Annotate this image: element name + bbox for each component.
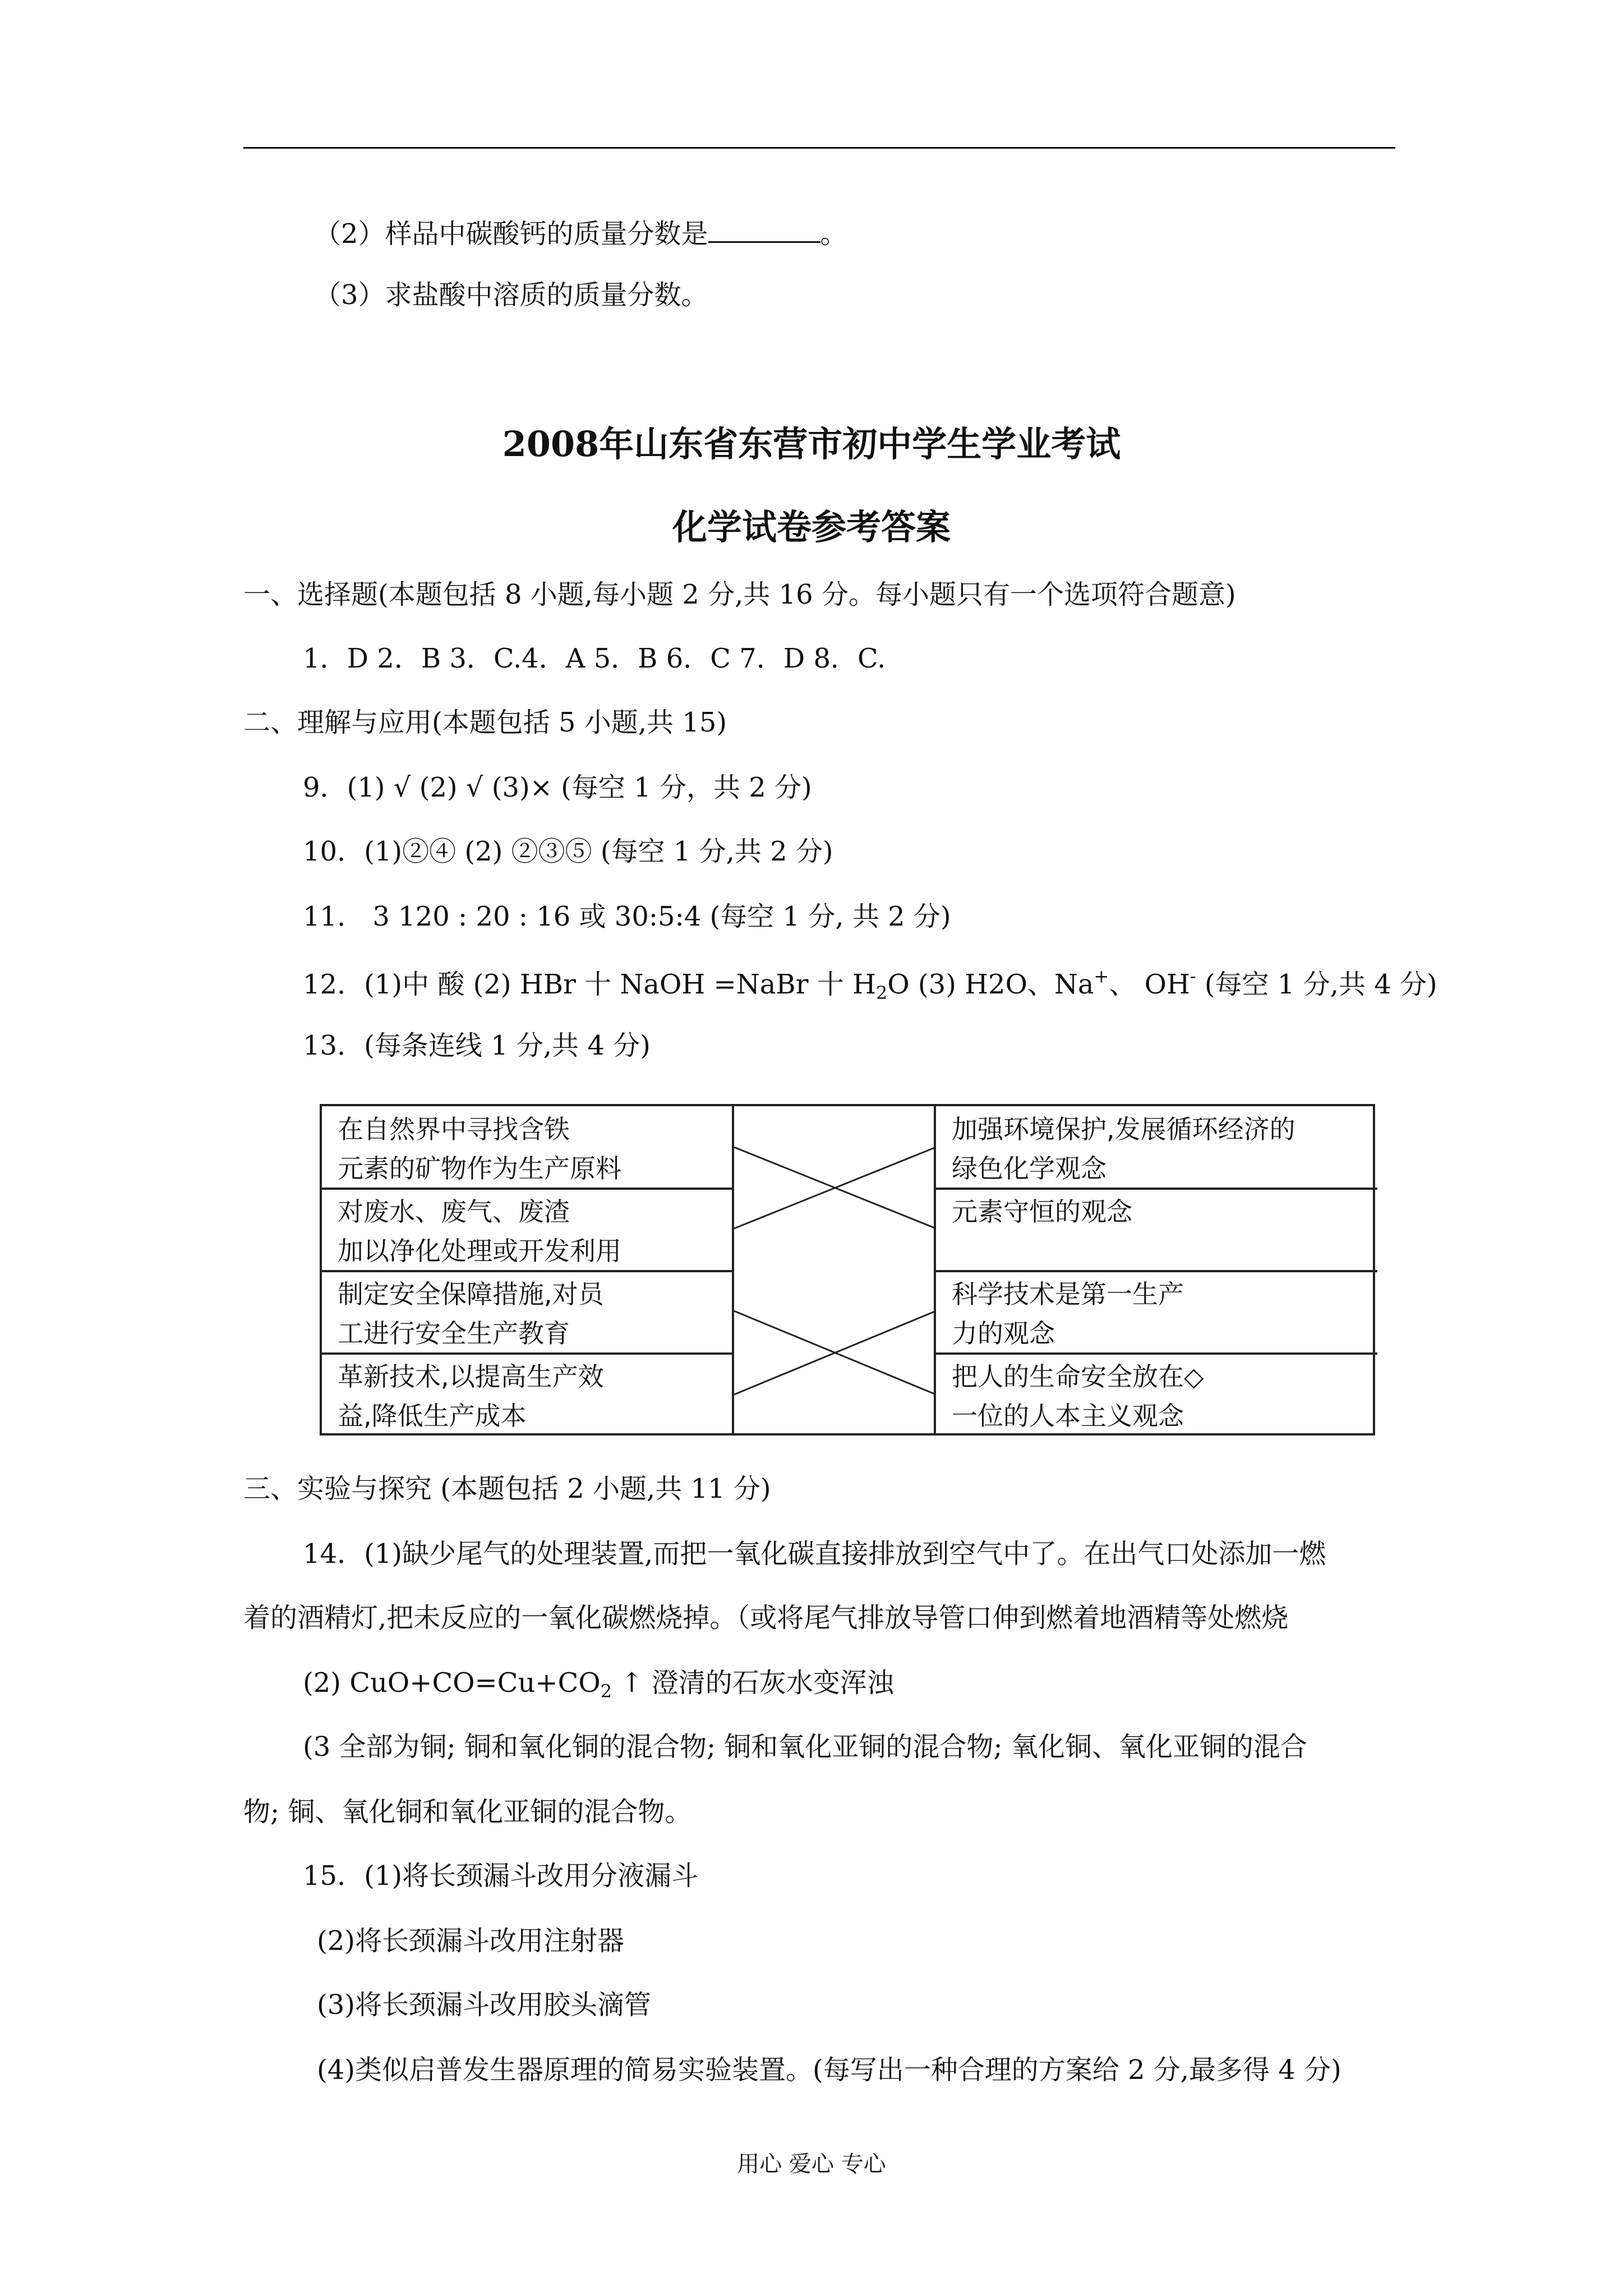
- answer-q14-3b: 物; 铜、氧化铜和氧化亚铜的混合物。: [243, 1796, 692, 1828]
- answer-q14-1b: 着的酒精灯,把未反应的一氧化碳燃烧掉。（或将尾气排放导管口伸到燃着地酒精等处燃烧: [243, 1602, 1289, 1634]
- section2-heading: 二、理解与应用(本题包括 5 小题,共 15): [243, 707, 727, 738]
- answer-q14-2: (2) $CuO+CO=Cu+CO_2$ ↑ 澄清的石灰水变浑浊: [303, 1667, 894, 1702]
- answer-q15-1: 15．(1)将长颈漏斗改用分液漏斗: [303, 1860, 699, 1892]
- answer-q9: 9．(1) √ (2) √ (3)× (每空 1 分，共 2 分): [303, 772, 812, 803]
- row-divider: [936, 1270, 1377, 1272]
- answer-q15-2: (2)将长颈漏斗改用注射器: [317, 1925, 624, 1957]
- section1-heading: 一、选择题(本题包括 8 小题,每小题 2 分,共 16 分。每小题只有一个选项符合题意): [243, 579, 1236, 610]
- answer-q12: 12．(1)中 酸 (2) HBr 十 NaOH =NaBr 十 $H_2O$ (3) H2O、Na+、 OH- (每空 1 分,共 4 分): [303, 965, 1437, 1004]
- left-item: 革新技术,以提高生产效 益,降低生产成本: [338, 1361, 604, 1431]
- answer-q14-3a: (3 全部为铜; 铜和氧化铜的混合物; 铜和氧化亚铜的混合物; 氧化铜、氧化亚铜的混合: [303, 1731, 1307, 1763]
- section3-heading: 三、实验与探究 (本题包括 2 小题,共 11 分): [243, 1473, 771, 1504]
- answer-q14-1a: 14．(1)缺少尾气的处理装置,而把一氧化碳直接排放到空气中了。在出气口处添加一燃: [303, 1538, 1326, 1570]
- answer-q15-4: (4)类似启普发生器原理的简易实验装置。(每写出一种合理的方案给 2 分,最多得 4 分): [317, 2054, 1341, 2086]
- right-item: 加强环境保护,发展循环经济的 绿色化学观念: [952, 1114, 1295, 1184]
- answer-blank: [708, 218, 820, 243]
- matching-table: [320, 1104, 1375, 1435]
- section1-answers: 1．D 2．B 3．C.4．A 5．B 6．C 7．D 8．C.: [303, 643, 886, 674]
- header-rule: [243, 147, 1395, 149]
- connection-lines: [734, 1106, 936, 1438]
- right-item: 元素守恒的观念: [952, 1197, 1132, 1227]
- answer-q10: 10．(1)②④ (2) ②③⑤ (每空 1 分,共 2 分): [303, 836, 833, 867]
- right-item: 科学技术是第一生产 力的观念: [952, 1279, 1184, 1349]
- answer-q15-3: (3)将长颈漏斗改用胶头滴管: [317, 1989, 651, 2021]
- exam-title: 2008年山东省东营市初中学生学业考试: [502, 424, 1121, 464]
- answer-q11: 11． 3 120 : 20 : 16 或 30:5:4 (每空 1 分, 共 2 分): [303, 901, 951, 932]
- answer-q13: 13．(每条连线 1 分,共 4 分): [303, 1030, 651, 1061]
- answer-key-title: 化学试卷参考答案: [672, 507, 951, 547]
- right-item: 把人的生命安全放在◇ 一位的人本主义观念: [952, 1361, 1204, 1431]
- page-footer: 用心 爱心 专心: [737, 2151, 886, 2177]
- left-item: 对废水、废气、废渣 加以净化处理或开发利用: [338, 1197, 621, 1266]
- left-item: 在自然界中寻找含铁 元素的矿物作为生产原料: [338, 1114, 621, 1184]
- question-2: （2）样品中碳酸钙的质量分数是 。: [314, 218, 847, 250]
- question-3: （3）求盐酸中溶质的质量分数。: [314, 279, 708, 311]
- left-item: 制定安全保障措施,对员 工进行安全生产教育: [338, 1279, 604, 1349]
